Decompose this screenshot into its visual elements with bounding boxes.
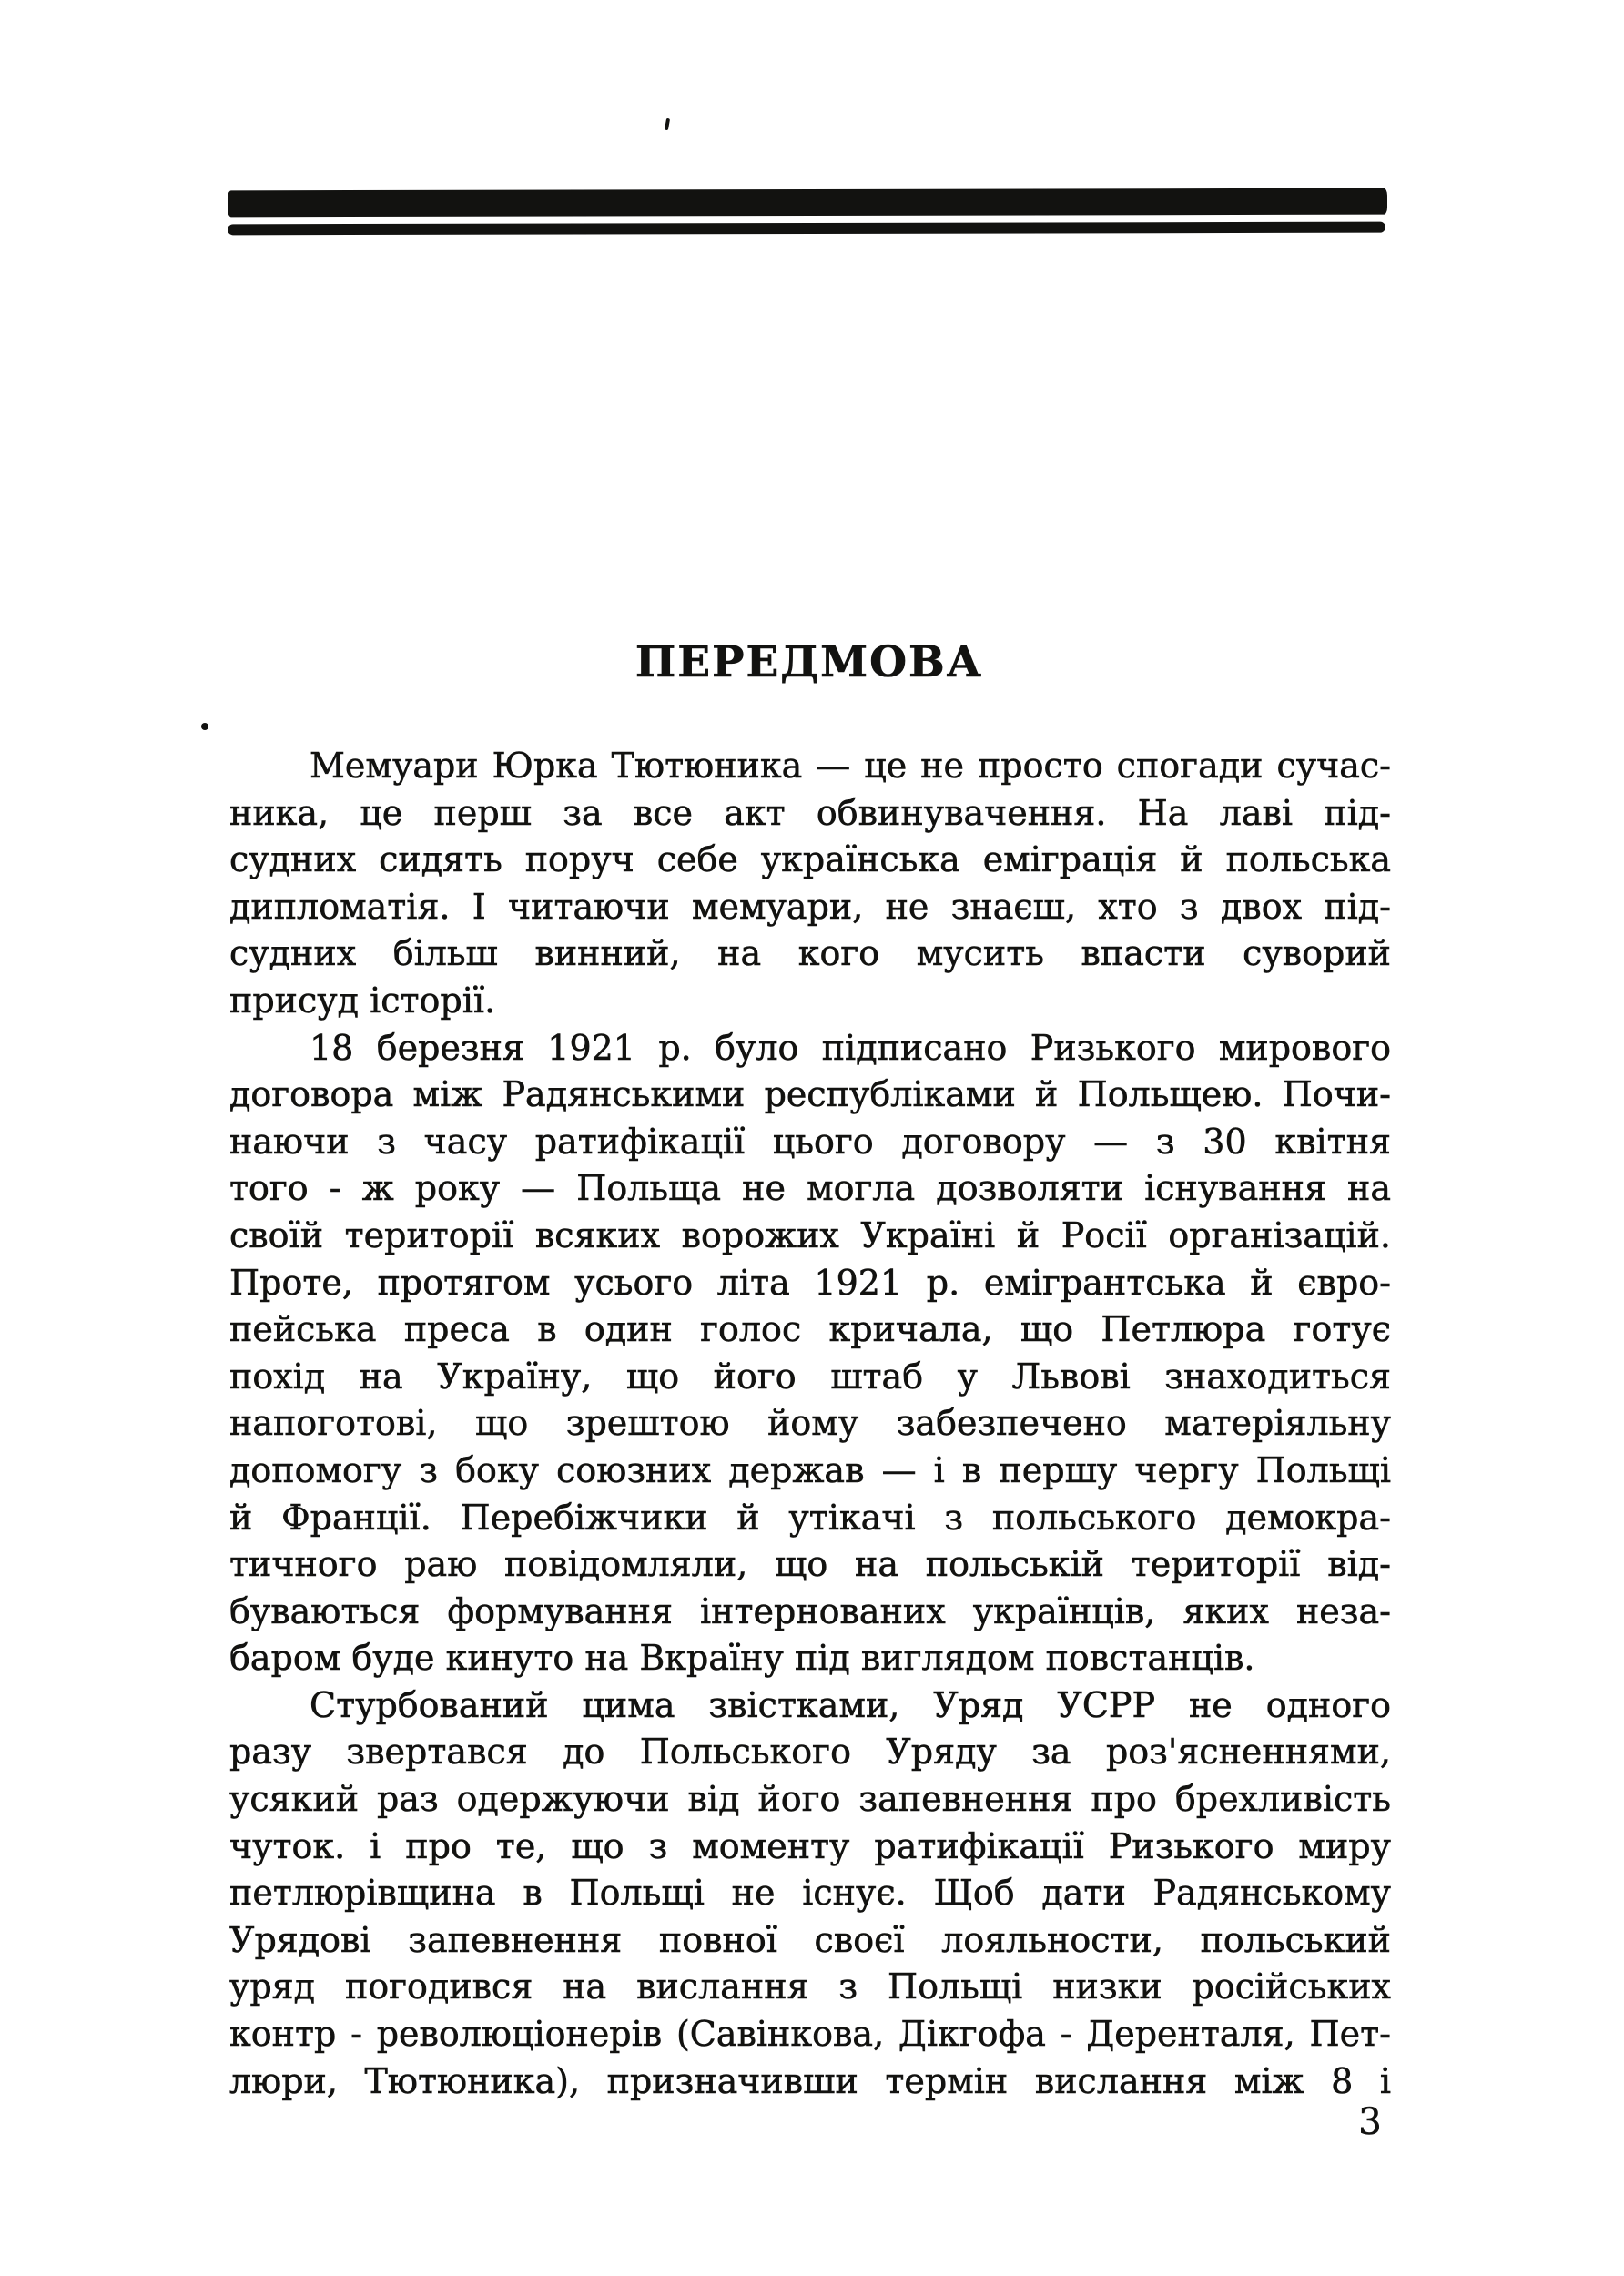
text-line: Проте, протягом усього літа 1921 р. емігрантська й євро- [229, 1262, 1391, 1303]
text-line: усякий раз одержуючи від його запевнення про брехливість [229, 1779, 1391, 1820]
text-line: 18 березня 1921 р. було підписано Ризького мирового [310, 1027, 1391, 1068]
text-line: Стурбований цима звістками, Уряд УСРР не одного [310, 1684, 1391, 1725]
text-line: судних сидять поруч себе українська еміграція й польська [229, 839, 1391, 880]
text-line: напоготові, що зрештою йому забезпечено матеріяльну [229, 1403, 1391, 1444]
body-text [229, 743, 1391, 2105]
text-line: баром буде кинуто на Вкраїну під виглядом повстанців. [229, 1638, 1255, 1679]
text-line: петлюрівщина в Польщі не існує. Щоб дати Радянському [229, 1873, 1391, 1914]
text-line: судних більш винний, на кого мусить впасти суворий [229, 933, 1391, 974]
text-line: допомогу з боку союзних держав — і в першу чергу Польщі [229, 1449, 1391, 1490]
text-line: ника, це перш за все акт обвинувачення. На лаві під- [229, 792, 1391, 833]
text-line: чуток. і про те, що з моменту ратифікації Ризького миру [229, 1825, 1391, 1866]
text-line: буваються формування інтернованих українців, яких неза- [229, 1590, 1391, 1631]
text-line: й Франції. Перебіжчики й утікачі з польського демокра- [229, 1497, 1391, 1538]
header-rule-thin [228, 222, 1385, 236]
text-line: похід на Україну, що його штаб у Львові знаходиться [229, 1356, 1391, 1397]
text-line: тичного раю повідомляли, що на польській території від- [229, 1544, 1391, 1585]
text-line: уряд погодився на вислання з Польщі низки російських [229, 1966, 1391, 2007]
text-line: дипломатія. І читаючи мемуари, не знаєш, хто з двох під- [229, 886, 1391, 927]
text-line: Мемуари Юрка Тютюника — це не просто спогади сучас- [310, 746, 1391, 786]
text-line: того - ж року — Польща не могла дозволяти існування на [229, 1168, 1391, 1209]
text-line: наючи з часу ратифікації цього договору — з 30 квітня [229, 1121, 1391, 1162]
page-title: ПЕРЕДМОВА [634, 637, 984, 687]
header-rule-thick [228, 188, 1387, 218]
text-line: контр - революціонерів (Савінкова, Дікгофа - Деренталя, Пет- [229, 2014, 1391, 2055]
text-line: пейська преса в один голос кричала, що Петлюра готує [229, 1309, 1391, 1350]
page-number: 3 [1358, 2101, 1382, 2143]
text-line: Урядові запевнення повної своєї лояльности, польський [229, 1919, 1391, 1960]
text-line: своїй території всяких ворожих Україні й Росії організацій. [229, 1214, 1391, 1255]
text-line: люри, Тютюника), призначивши термін вислання між 8 і [229, 2060, 1391, 2101]
text-line: разу звертався до Польського Уряду за роз'ясненнями, [229, 1732, 1391, 1773]
scan-speck-tick [665, 118, 670, 130]
text-line: присуд історії. [229, 980, 496, 1021]
text-line: договора між Радянськими республіками й Польщею. Почи- [229, 1074, 1391, 1115]
scan-speck-dot [201, 723, 208, 730]
